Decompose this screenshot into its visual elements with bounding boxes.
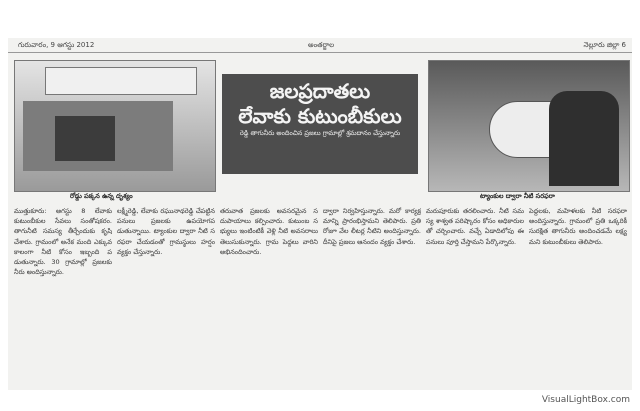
- edition-label: నెల్లూరు జిల్లా 6: [583, 41, 626, 49]
- people-group: [549, 91, 619, 186]
- headline-box: [222, 74, 418, 174]
- caption-right: ట్యాంకుల ద్వారా నీటి సరఫరా: [480, 192, 555, 200]
- text-column-6: పెద్దలకు, మహిళలకు నీటి సరఫరా అందిస్తున్నారు. గ్రామంలో ప్రతి ఒక్కరికీ సురక్షిత తాగునీరు అందించడమే లక్ష్యమని కుటుంబీకులు తెలిపారు.: [529, 207, 627, 246]
- issue-date: గురువారం, 9 ఆగస్టు 2012: [18, 41, 95, 49]
- photo-left: [14, 60, 216, 192]
- section-name: అంతర్జాల: [308, 41, 335, 49]
- page-header: [8, 38, 632, 52]
- credit-watermark: VisualLightBox.com: [541, 395, 630, 405]
- caption-left: రోడ్డు పక్కన ఉన్న దృశ్యం: [70, 192, 133, 200]
- header-rule: [8, 52, 632, 53]
- text-column-1: ముత్తుకూరు: అగస్టు 8 లేవాకు కుటుంబీకుల సేవలు సంతోషకరం. తాగునీటి సమస్య తీర్చేందుకు కృషి చేశారు. గ్రామంలో అనేక మంది ఎక్కువ కాలంగా నీటి కోసం ఇబ్బంది పడుతున్నారు. 30 గ్రామాల్లో ప్రజలకు నీరు అందిస్తున్నారు.: [14, 207, 112, 277]
- text-column-3: తరువాత ప్రజలకు అవసరమైన సదుపాయాలు కల్పించారు. కుటుంబ సభ్యులు ఇంటింటికీ వెళ్లి నీటి అవసరాలు తెలుసుకున్నారు. గ్రామ పెద్దలు వారిని అభినందించారు.: [220, 207, 318, 256]
- shed-door: [55, 116, 115, 161]
- photo-right: [428, 60, 630, 192]
- headline-line-1: జలప్రదాతలు: [269, 79, 371, 103]
- headline-deck: రెడ్డి తాగునీరు అందించిన ప్రజలు గ్రామాల్లో శ్రమదానం చేస్తున్నారు: [239, 129, 401, 137]
- banner-board: [45, 67, 197, 95]
- headline-line-2: లేవాకు కుటుంబీకులు: [238, 104, 402, 128]
- text-column-4: ద్వారా నిర్వహిస్తున్నారు. మరో కార్యక్రమాన్ని ప్రారంభిస్తామని తెలిపారు. ప్రతి రోజూ వేల లీటర్ల నీటిని అందిస్తున్నారు. దీనిపై ప్రజలు ఆనందం వ్యక్తం చేశారు.: [323, 207, 421, 246]
- text-column-5: మరుపూరుకు తరలించారు. నీటి సమస్య శాశ్వత పరిష్కారం కోసం అధికారులతో చర్చించారు. వచ్చే ఏడాదిలోపు ఈ పనులు పూర్తి చేస్తామని పేర్కొన్నారు.: [426, 207, 524, 246]
- text-column-2: లక్ష్మీరెడ్డి, లేవాకు రఘునాథరెడ్డి చేపట్టిన పనులు ప్రజలకు ఉపయోగపడుతున్నాయి. ట్యాంకుల ద్వారా నీటి సరఫరా చేయడంతో గ్రామస్థులు హర్షం వ్యక్తం చేస్తున్నారు.: [117, 207, 215, 256]
